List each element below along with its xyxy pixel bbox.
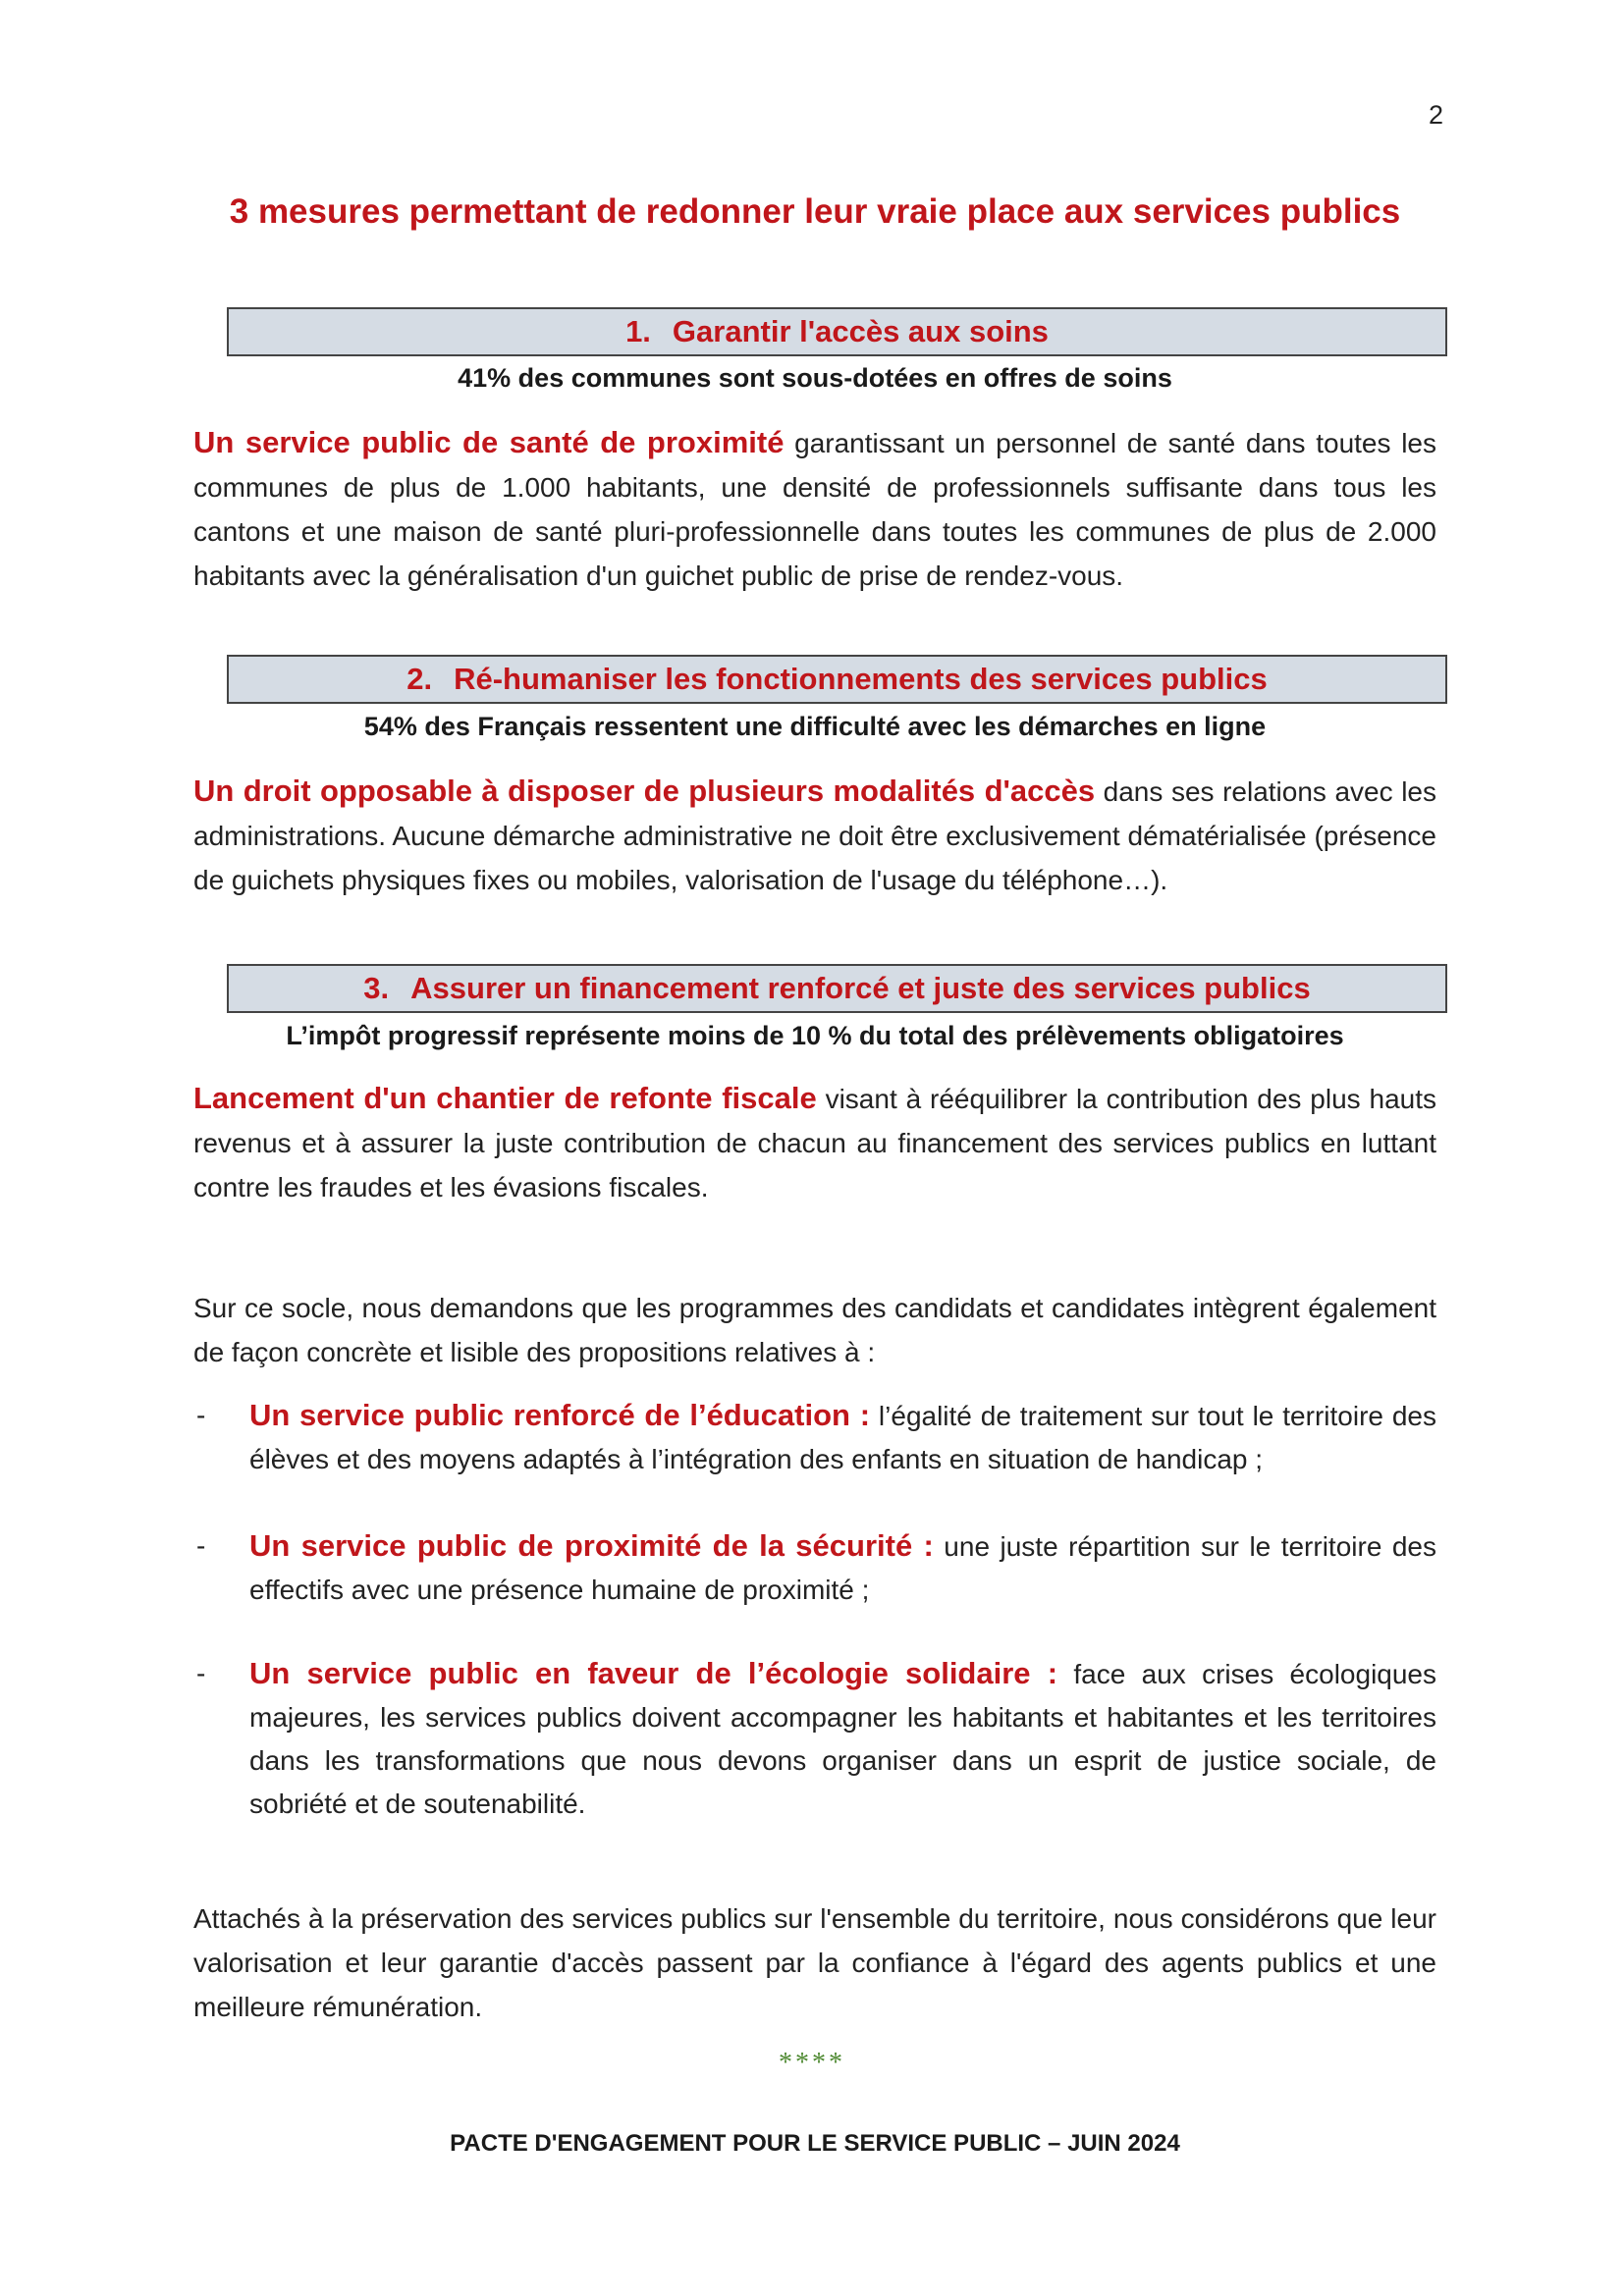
measure-1-number: 1.: [625, 314, 651, 348]
page-number: 2: [1428, 100, 1443, 130]
measure-2-header: [227, 655, 1447, 704]
bullet-2-text: une juste répartition sur le territoire des effectifs avec une présence humaine de proximité ;: [249, 1531, 1436, 1605]
measure-3-stat: L’impôt progressif représente moins de 10 % du total des prélèvements obligatoires: [286, 1021, 1344, 1050]
bullet-2: [249, 1524, 1436, 1612]
measure-3-text: visant à rééquilibrer la contribution des plus hauts revenus et à assurer la juste contribution de chacun au financement des services publics en luttant contre les fraudes et les évasions fiscales.: [193, 1084, 1437, 1202]
measure-2-paragraph: [193, 769, 1436, 902]
bullet-1: [249, 1394, 1436, 1481]
bullet-3-dash: -: [196, 1658, 206, 1688]
page-title: 3 mesures permettant de redonner leur vraie place aux services publics: [229, 192, 1401, 231]
measure-2-text: dans ses relations avec les administrations. Aucune démarche administrative ne doit être exclusivement dématérialisée (présence de guichets physiques fixes ou mobiles, valorisation de l'usage du téléphone…).: [193, 776, 1436, 895]
measure-1-heading: Garantir l'accès aux soins: [672, 314, 1049, 348]
bullet-1-text: l’égalité de traitement sur tout le territoire des élèves et des moyens adaptés à l’intégration des enfants en situation de handicap ;: [249, 1401, 1437, 1474]
bullet-3: [249, 1652, 1436, 1826]
bullet-2-lead: Un service public de proximité de la sécurité :: [249, 1528, 934, 1563]
measure-1-lead: Un service public de santé de proximité: [193, 425, 785, 459]
measure-1-text: garantissant un personnel de santé dans toutes les communes de plus de 1.000 habitants, une densité de professionnels suffisante dans tous les cantons et une maison de santé pluri-professionnelle dans toutes les communes de plus de 2.000 habitants avec la généralisation d'un guichet public de prise de rendez-vous.: [193, 428, 1436, 591]
measure-3-heading: Assurer un financement renforcé et juste des services publics: [410, 971, 1311, 1005]
measure-2-heading: Ré-humaniser les fonctionnements des services publics: [454, 662, 1268, 696]
page-footer: PACTE D'ENGAGEMENT POUR LE SERVICE PUBLIC – JUIN 2024: [450, 2130, 1180, 2157]
measure-2-lead: Un droit opposable à disposer de plusieurs modalités d'accès: [193, 774, 1096, 808]
bullet-3-lead: Un service public en faveur de l’écologie solidaire :: [249, 1656, 1058, 1690]
measure-1-header: [227, 307, 1447, 356]
bullet-3-text: face aux crises écologiques majeures, les services publics doivent accompagner les habitants et habitantes et les territoires dans les transformations que nous devons organiser dans un esprit de justice sociale, de sobriété et de soutenabilité.: [249, 1659, 1436, 1819]
bullet-2-dash: -: [196, 1530, 206, 1561]
measure-2-stat: 54% des Français ressentent une difficulté avec les démarches en ligne: [363, 712, 1267, 741]
measure-3-header: [227, 964, 1447, 1013]
measure-1-stat: 41% des communes sont sous-dotées en offres de soins: [458, 363, 1172, 393]
conclusion-paragraph: Attachés à la préservation des services publics sur l'ensemble du territoire, nous considérons que leur valorisation et leur garantie d'accès passent par la confiance à l'égard des agents publics et une meilleure rémunération.: [193, 1903, 1436, 2022]
bullet-1-lead: Un service public renforcé de l’éducation :: [249, 1398, 871, 1432]
measure-3-lead: Lancement d'un chantier de refonte fiscale: [193, 1081, 817, 1115]
section-separator: ****: [779, 2048, 845, 2078]
measure-1-paragraph: [193, 420, 1436, 598]
measure-3-number: 3.: [363, 971, 390, 1005]
bullet-1-dash: -: [196, 1400, 206, 1430]
intro-paragraph: Sur ce socle, nous demandons que les programmes des candidats et candidates intègrent également de façon concrète et lisible des propositions relatives à :: [193, 1293, 1436, 1367]
measure-3-paragraph: [193, 1076, 1436, 1209]
measure-2-number: 2.: [406, 662, 433, 696]
